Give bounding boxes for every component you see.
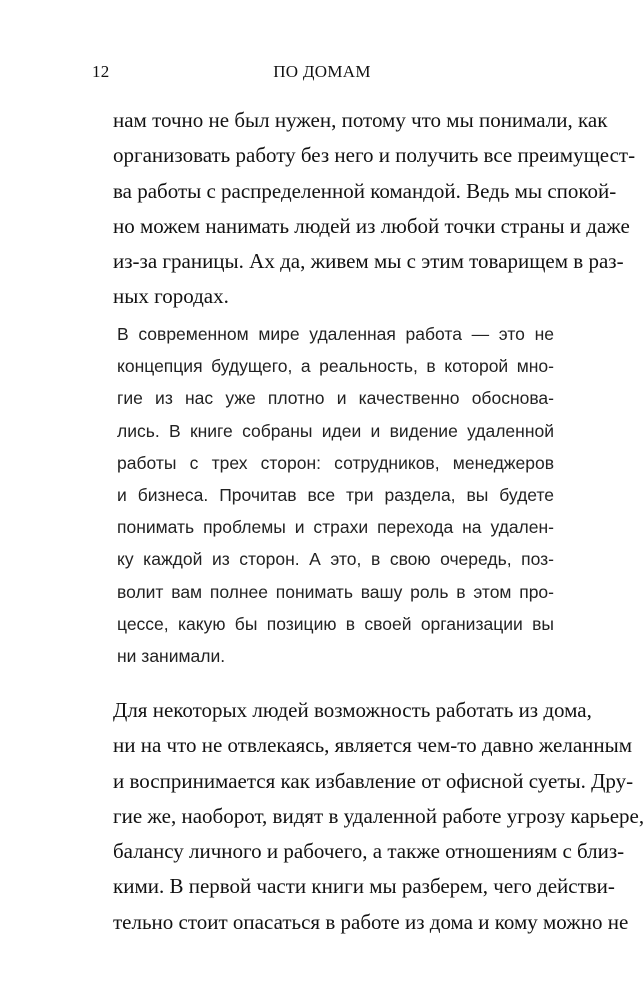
text-line: ни на что не отвлекаясь, является чем-то давно желанным — [113, 733, 633, 758]
quote-line: ни занимали. — [117, 646, 226, 667]
body-paragraph-2 — [113, 693, 644, 940]
quote-line: цессе, какую бы позицию в своей организации вы — [117, 613, 554, 634]
text-line: ных городах. — [113, 284, 229, 309]
text-line: из-за границы. Ах да, живем мы с этим товарищем в раз- — [113, 249, 624, 274]
text-line: тельно стоит опасаться в работе из дома и кому можно не — [113, 909, 629, 934]
pull-quote — [117, 318, 554, 672]
text-line: ва работы с распределенной командой. Ведь мы спокой- — [113, 178, 617, 203]
running-title: ПО ДОМАМ — [273, 62, 371, 81]
text-line: организовать работу без него и получить все преимущест- — [113, 143, 636, 168]
quote-line: концепция будущего, а реальность, в которой мно- — [117, 356, 554, 377]
page-header — [92, 62, 552, 86]
text-line: нам точно не был нужен, потому что мы понимали, как — [113, 108, 608, 132]
quote-line: гие из нас уже плотно и качественно обоснова- — [117, 388, 554, 409]
body-paragraph-1 — [113, 103, 636, 315]
text-line: и воспринимается как избавление от офисной суеты. Дру- — [113, 768, 634, 793]
text-line: Для некоторых людей возможность работать из дома, — [113, 698, 592, 722]
quote-line: понимать проблемы и страхи перехода на удален- — [117, 517, 554, 538]
text-line: балансу личного и рабочего, а также отношениям с близ- — [113, 839, 625, 864]
text-line: кими. В первой части книги мы разберем, чего действи- — [113, 874, 615, 899]
quote-line: и бизнеса. Прочитав все три раздела, вы будете — [117, 485, 554, 506]
text-line: но можем нанимать людей из любой точки страны и даже — [113, 213, 630, 238]
quote-line: работы с трех сторон: сотрудников, менеджеров — [117, 452, 554, 473]
text-line: гие же, наоборот, видят в удаленной работе угрозу карьере, — [113, 803, 644, 828]
page-number: 12 — [92, 62, 110, 81]
quote-line: В современном мире удаленная работа — это не — [117, 324, 554, 344]
quote-line: лись. В книге собраны идеи и видение удаленной — [117, 420, 554, 441]
quote-line: волит вам полнее понимать вашу роль в этом про- — [117, 581, 554, 602]
quote-line: ку каждой из сторон. А это, в свою очередь, поз- — [117, 549, 554, 570]
